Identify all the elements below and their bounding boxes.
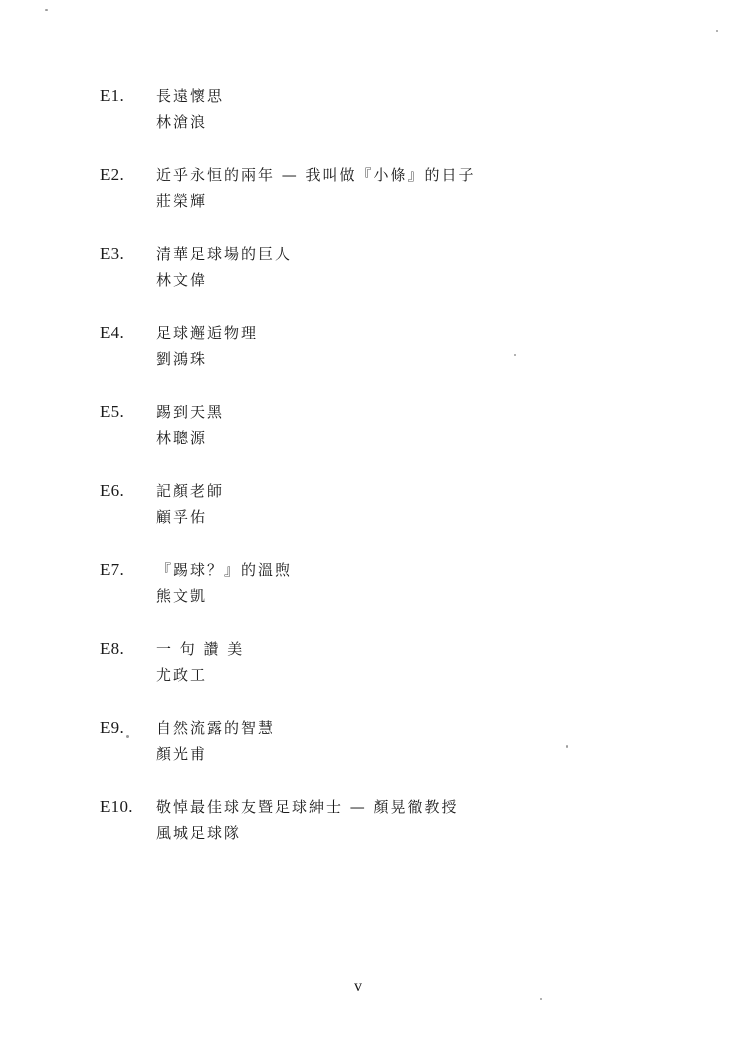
list-item bbox=[0, 560, 750, 620]
entry-id: E8. bbox=[100, 639, 125, 658]
entry-author: 林聰源 bbox=[156, 429, 208, 447]
entry-author: 尤政工 bbox=[156, 666, 208, 684]
list-item bbox=[0, 244, 750, 304]
scan-speck bbox=[566, 745, 568, 748]
list-item bbox=[0, 402, 750, 462]
entry-title: 長遠懷思 bbox=[156, 87, 225, 105]
entry-title: 敬悼最佳球友暨足球紳士 — 顏晃徹教授 bbox=[156, 798, 459, 816]
entry-id: E3. bbox=[100, 244, 125, 263]
entry-author: 林文偉 bbox=[156, 271, 208, 289]
list-item bbox=[0, 481, 750, 541]
entry-author: 顧孚佑 bbox=[156, 508, 208, 526]
entry-id: E10. bbox=[100, 797, 133, 816]
entry-title: 踢到天黑 bbox=[156, 403, 225, 421]
entry-title: 自然流露的智慧 bbox=[156, 719, 276, 737]
entry-id: E4. bbox=[100, 323, 125, 342]
entry-id: E1. bbox=[100, 86, 125, 105]
entry-id: E2. bbox=[100, 165, 125, 184]
page-number: v bbox=[354, 978, 362, 995]
scan-speck bbox=[540, 998, 542, 1000]
entry-title: 近乎永恒的兩年 — 我叫做『小條』的日子 bbox=[156, 166, 476, 184]
entry-id: E7. bbox=[100, 560, 125, 579]
scan-speck bbox=[716, 30, 718, 32]
list-item bbox=[0, 639, 750, 699]
entry-author: 風城足球隊 bbox=[156, 824, 242, 842]
list-item bbox=[0, 718, 750, 778]
list-item bbox=[0, 797, 750, 857]
entry-title: 『踢球？』的溫煦 bbox=[156, 561, 293, 579]
entry-id: E5. bbox=[100, 402, 125, 421]
entry-title: 記顏老師 bbox=[156, 482, 225, 500]
scan-speck bbox=[45, 9, 48, 11]
entry-author: 莊榮輝 bbox=[156, 192, 208, 210]
list-item bbox=[0, 86, 750, 146]
entry-id: E9. bbox=[100, 718, 125, 737]
entry-title: 清華足球場的巨人 bbox=[156, 245, 293, 263]
entry-title: 足球邂逅物理 bbox=[156, 324, 259, 342]
list-item bbox=[0, 165, 750, 225]
entry-author: 熊文凱 bbox=[156, 587, 208, 605]
scan-speck bbox=[514, 354, 516, 356]
entry-title: 一 句 讚 美 bbox=[156, 640, 245, 658]
entry-id: E6. bbox=[100, 481, 125, 500]
list-item bbox=[0, 323, 750, 383]
scan-speck bbox=[126, 735, 129, 738]
entry-author: 林滄浪 bbox=[156, 113, 208, 131]
entry-author: 劉鴻珠 bbox=[156, 350, 208, 368]
entry-author: 顏光甫 bbox=[156, 745, 208, 763]
